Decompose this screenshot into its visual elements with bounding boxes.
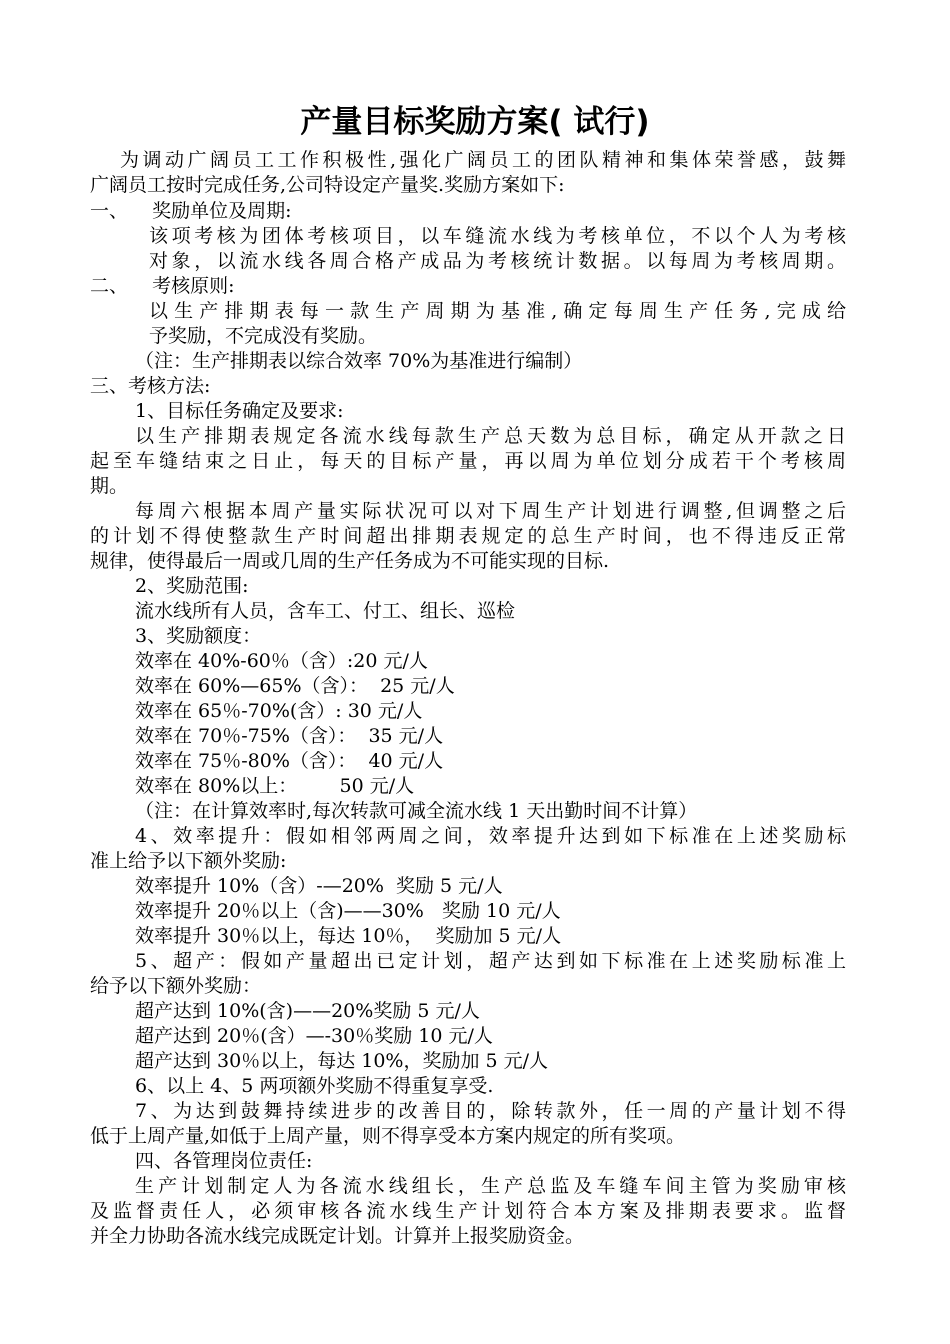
paragraph-line: 规律，使得最后一周或几周的生产任务成为不可能实现的目标. <box>90 550 610 572</box>
paragraph-line: 对象，以流水线各周合格产成品为考核统计数据。以每周为考核周期。 <box>149 250 846 272</box>
bonus-tier: 超产达到 20％(含）—-30％奖励 10 元/人 <box>135 1025 493 1047</box>
paragraph-line: 6、以上 4、5 两项额外奖励不得重复享受. <box>135 1075 494 1097</box>
paragraph-line: 广阔员工按时完成任务,公司特设定产量奖.奖励方案如下: <box>90 174 565 196</box>
reward-tier: 效率在 80%以上： 50 元/人 <box>135 775 415 797</box>
paragraph-line: 予奖励，不完成没有奖励。 <box>149 325 378 347</box>
paragraph-line: 期。 <box>90 475 129 497</box>
note-line: （注：在计算效率时,每次转款可减全流水线 1 天出勤时间不计算） <box>135 800 698 822</box>
paragraph-line: 该项考核为团体考核项目，以车缝流水线为考核单位，不以个人为考核 <box>149 225 846 247</box>
subsection-heading: 2、奖励范围: <box>135 575 249 597</box>
document-title: 产量目标奖励方案( 试行) <box>300 104 650 140</box>
paragraph-line: 低于上周产量,如低于上周产量，则不得享受本方案内规定的所有奖项。 <box>90 1125 686 1147</box>
paragraph-line: 为调动广阔员工工作积极性,强化广阔员工的团队精神和集体荣誉感，鼓舞 <box>120 149 846 171</box>
paragraph-line: 4、效率提升：假如相邻两周之间，效率提升达到如下标准在上述奖励标 <box>135 825 846 847</box>
subsection-heading: 3、奖励额度： <box>135 625 262 647</box>
paragraph-line: 起至车缝结束之日止，每天的目标产量，再以周为单位划分成若干个考核周 <box>90 450 846 472</box>
bonus-tier: 效率提升 20％以上（含)——30% 奖励 10 元/人 <box>135 900 561 922</box>
reward-tier: 效率在 65％-70%(含）: 30 元/人 <box>135 700 423 722</box>
reward-tier: 效率在 70％-75%（含）： 35 元/人 <box>135 725 444 747</box>
paragraph-line: 以生产排期表规定各流水线每款生产总天数为总目标，确定从开款之日 <box>135 425 846 447</box>
reward-tier: 效率在 75％-80%（含）： 40 元/人 <box>135 750 444 772</box>
paragraph-line: 准上给予以下额外奖励: <box>90 850 287 872</box>
reward-tier: 效率在 40%-60％（含）:20 元/人 <box>135 650 428 672</box>
bonus-tier: 超产达到 10%(含)——20%奖励 5 元/人 <box>135 1000 480 1022</box>
paragraph-line: 7、为达到鼓舞持续进步的改善目的，除转款外，任一周的产量计划不得 <box>135 1100 846 1122</box>
subsection-heading: 四、各管理岗位责任: <box>135 1150 313 1172</box>
bonus-tier: 效率提升 10%（含）-—20% 奖励 5 元/人 <box>135 875 503 897</box>
subsection-heading: 1、目标任务确定及要求: <box>135 400 344 422</box>
bonus-tier: 效率提升 30％以上，每达 10％， 奖励加 5 元/人 <box>135 925 562 947</box>
section-heading: 一、 奖励单位及周期: <box>90 200 292 222</box>
paragraph-line: 5、超产：假如产量超出已定计划，超产达到如下标准在上述奖励标准上 <box>135 950 846 972</box>
paragraph-line: 以生产排期表每一款生产周期为基准,确定每周生产任务,完成给 <box>149 300 846 322</box>
section-heading: 二、 考核原则: <box>90 275 235 297</box>
paragraph-line: 每周六根据本周产量实际状况可以对下周生产计划进行调整,但调整之后 <box>135 500 846 522</box>
paragraph-line: 的计划不得使整款生产时间超出排期表规定的总生产时间，也不得违反正常 <box>90 525 846 547</box>
paragraph-line: 给予以下额外奖励： <box>90 975 262 997</box>
paragraph-line: 及监督责任人，必须审核各流水线生产计划符合本方案及排期表要求。监督 <box>90 1200 846 1222</box>
bonus-tier: 超产达到 30％以上，每达 10%，奖励加 5 元/人 <box>135 1050 549 1072</box>
paragraph-line: 生产计划制定人为各流水线组长，生产总监及车缝车间主管为奖励审核 <box>135 1175 846 1197</box>
section-heading: 三、考核方法: <box>90 375 211 397</box>
paragraph-line: 并全力协助各流水线完成既定计划。计算并上报奖励资金。 <box>90 1225 585 1247</box>
paragraph-line: 流水线所有人员，含车工、付工、组长、巡检 <box>135 600 516 622</box>
reward-tier: 效率在 60%—65%（含）： 25 元/人 <box>135 675 455 697</box>
note-line: （注：生产排期表以综合效率 70%为基准进行编制） <box>135 350 583 372</box>
